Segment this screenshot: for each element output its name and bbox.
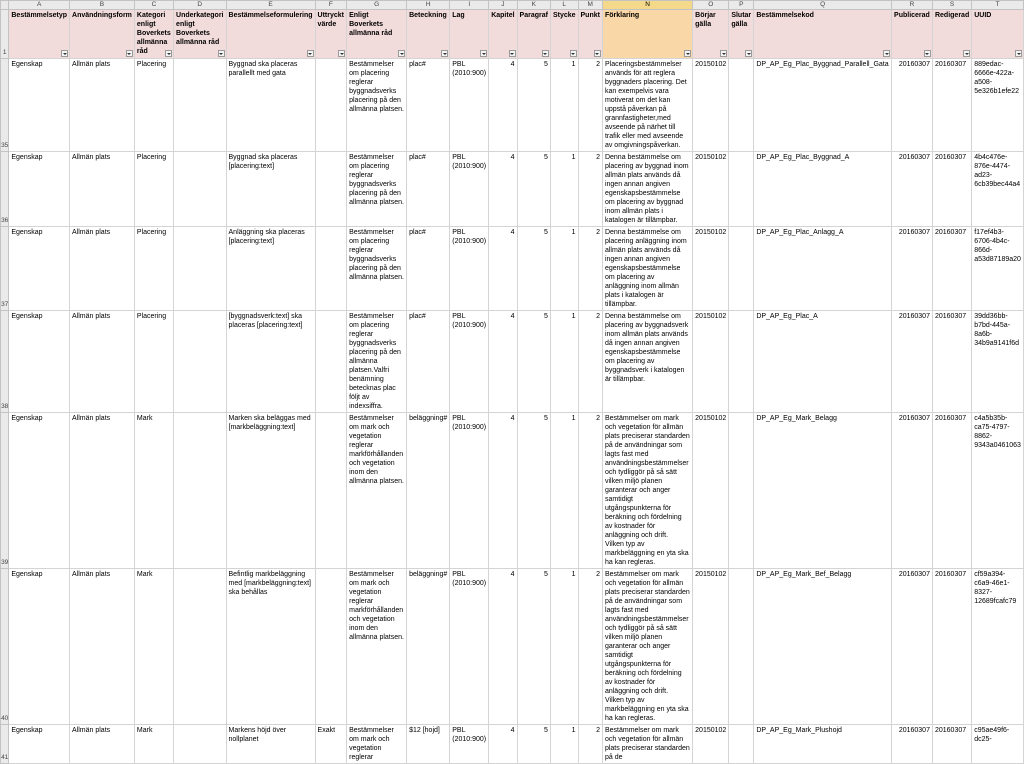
cell-e[interactable]: Byggnad ska placeras parallellt med gata bbox=[226, 59, 315, 152]
cell-i[interactable]: PBL (2010:900) bbox=[450, 311, 489, 413]
cell-r[interactable]: 20160307 bbox=[892, 725, 933, 764]
header-cell-q[interactable] bbox=[754, 10, 892, 59]
select-all-corner[interactable] bbox=[1, 1, 9, 10]
cell-i[interactable]: PBL (2010:900) bbox=[450, 152, 489, 227]
cell-o[interactable]: 20150102 bbox=[693, 311, 729, 413]
cell-p[interactable] bbox=[729, 152, 754, 227]
cell-i[interactable]: PBL (2010:900) bbox=[450, 569, 489, 725]
cell-l[interactable]: 1 bbox=[550, 152, 578, 227]
cell-r[interactable]: 20160307 bbox=[892, 569, 933, 725]
cell-s[interactable]: 20160307 bbox=[932, 152, 971, 227]
cell-k[interactable]: 5 bbox=[517, 569, 550, 725]
header-cell-l[interactable] bbox=[550, 10, 578, 59]
header-cell-j[interactable] bbox=[489, 10, 517, 59]
cell-p[interactable] bbox=[729, 413, 754, 569]
cell-r[interactable]: 20160307 bbox=[892, 227, 933, 311]
header-cell-s[interactable] bbox=[932, 10, 971, 59]
cell-j[interactable]: 4 bbox=[489, 227, 517, 311]
cell-s[interactable]: 20160307 bbox=[932, 227, 971, 311]
cell-m[interactable]: 2 bbox=[578, 152, 602, 227]
chevron-down-icon bbox=[167, 53, 171, 55]
filter-dropdown-icon[interactable] bbox=[509, 50, 516, 57]
cell-a[interactable]: Egenskap bbox=[9, 227, 70, 311]
filter-dropdown-icon[interactable] bbox=[218, 50, 225, 57]
header-cell-e[interactable] bbox=[226, 10, 315, 59]
cell-c[interactable]: Placering bbox=[134, 152, 173, 227]
cell-n[interactable]: Bestämmelser om mark och vegetation för allmän plats preciserar standarden på de bbox=[602, 725, 692, 764]
cell-m[interactable]: 2 bbox=[578, 59, 602, 152]
cell-j[interactable]: 4 bbox=[489, 311, 517, 413]
cell-t[interactable]: f17ef4b3-6706-4b4c-866d-a53d87189a20 bbox=[972, 227, 1024, 311]
cell-g[interactable]: Bestämmelser om placering reglerar byggnadsverks placering på den allmänna platsen.Valfri benämning betecknas plac följt av indexsiffra. bbox=[347, 311, 407, 413]
cell-p[interactable] bbox=[729, 725, 754, 764]
cell-h[interactable]: plac# bbox=[407, 311, 450, 413]
cell-n[interactable]: Placeringsbestämmelser används för att reglera byggnaders placering. Det kan exempelvis vara motiverat om det kan uppstå påverkan på grannfastigheter,med avseende på närhet till trafik eller med avseende av omgivningspåverkan. bbox=[602, 59, 692, 152]
table-row bbox=[1, 725, 1024, 764]
cell-k[interactable]: 5 bbox=[517, 413, 550, 569]
cell-a[interactable]: Egenskap bbox=[9, 725, 70, 764]
cell-s[interactable]: 20160307 bbox=[932, 59, 971, 152]
cell-b[interactable]: Allmän plats bbox=[70, 59, 135, 152]
cell-n[interactable]: Bestämmelser om mark och vegetation för allmän plats preciserar standarden på de användningar som lagts fast med användningsbestämmelser och tydliggör på så sätt vilken miljö planen garanterar och anger samtidigt utgångspunkterna för beräkning och fördelning av kostnader för anläggning och drift. Vilken typ av markbeläggning en yta ska ha kan regleras. bbox=[602, 569, 692, 725]
cell-p[interactable] bbox=[729, 227, 754, 311]
cell-n[interactable]: Denna bestämmelse om placering av byggnad inom allmän plats används då ingen annan angiven egenskapsbestämmelse om placering av byggnad inom allmän plats i katalogen är tillämpbar. bbox=[602, 152, 692, 227]
row-number[interactable]: 39 bbox=[1, 413, 9, 569]
header-label: Underkategori enligt Boverkets allmänna råd bbox=[176, 12, 224, 46]
column-header-i[interactable]: I bbox=[450, 1, 489, 10]
filter-dropdown-icon[interactable] bbox=[684, 50, 691, 57]
cell-f[interactable] bbox=[315, 413, 347, 569]
table-row bbox=[1, 569, 1024, 725]
cell-l[interactable]: 1 bbox=[550, 59, 578, 152]
filter-dropdown-icon[interactable] bbox=[745, 50, 752, 57]
cell-e[interactable]: Marken ska beläggas med [markbeläggning:text] bbox=[226, 413, 315, 569]
cell-b[interactable]: Allmän plats bbox=[70, 725, 135, 764]
cell-g[interactable]: Bestämmelser om placering reglerar byggnadsverks placering på den allmänna platsen. bbox=[347, 227, 407, 311]
header-cell-n[interactable] bbox=[602, 10, 692, 59]
cell-o[interactable]: 20150102 bbox=[693, 59, 729, 152]
cell-t[interactable]: 39dd36bb-b7bd-445a-8a6b-34b9a9141f6d bbox=[972, 311, 1024, 413]
header-label: Kategori enligt Boverkets allmänna råd bbox=[136, 12, 171, 55]
header-label: Bestämmelsekod bbox=[756, 12, 814, 19]
row-number[interactable]: 40 bbox=[1, 569, 9, 725]
cell-i[interactable]: PBL (2010:900) bbox=[450, 725, 489, 764]
filter-dropdown-icon[interactable] bbox=[61, 50, 68, 57]
column-header-q[interactable]: Q bbox=[754, 1, 892, 10]
cell-f[interactable] bbox=[315, 59, 347, 152]
cell-r[interactable]: 20160307 bbox=[892, 311, 933, 413]
cell-f[interactable]: Exakt bbox=[315, 725, 347, 764]
cell-i[interactable]: PBL (2010:900) bbox=[450, 413, 489, 569]
chevron-down-icon bbox=[543, 53, 547, 55]
cell-d[interactable] bbox=[174, 227, 226, 311]
cell-i[interactable]: PBL (2010:900) bbox=[450, 227, 489, 311]
chevron-down-icon bbox=[571, 53, 575, 55]
cell-n[interactable]: Bestämmelser om mark och vegetation för allmän plats preciserar standarden på de användningar som lagts fast med användningsbestämmelser och tydliggör på så sätt vilken miljö planen garanterar och anger samtidigt utgångspunkterna för beräkning och fördelning av kostnader för anläggning och drift. Vilken typ av markbeläggning en yta ska ha kan regleras. bbox=[602, 413, 692, 569]
cell-a[interactable]: Egenskap bbox=[9, 59, 70, 152]
cell-s[interactable]: 20160307 bbox=[932, 569, 971, 725]
header-label: Paragraf bbox=[519, 12, 548, 19]
cell-d[interactable] bbox=[174, 59, 226, 152]
cell-a[interactable]: Egenskap bbox=[9, 413, 70, 569]
cell-g[interactable]: Bestämmelser om mark och vegetation reglerar markförhållanden och vegetation inom den allmänna platsen. bbox=[347, 413, 407, 569]
cell-d[interactable] bbox=[174, 413, 226, 569]
cell-e[interactable]: Befintlig markbeläggning med [markbeläggning:text] ska behållas bbox=[226, 569, 315, 725]
cell-t[interactable]: 889edac-6666e-422a-a508-5e326b1efe22 bbox=[972, 59, 1024, 152]
header-cell-k[interactable] bbox=[517, 10, 550, 59]
filter-dropdown-icon[interactable] bbox=[126, 50, 133, 57]
chevron-down-icon bbox=[1017, 53, 1021, 55]
cell-q[interactable]: DP_AP_Eg_Mark_Plushojd bbox=[754, 725, 892, 764]
cell-g[interactable]: Bestämmelser om mark och vegetation reglerar bbox=[347, 725, 407, 764]
cell-n[interactable]: Denna bestämmelse om placering anläggning inom allmän plats används då ingen annan angiven egenskapsbestämmelse om placering av anläggning inom allmän plats i katalogen är tillämpbar. bbox=[602, 227, 692, 311]
table-row bbox=[1, 413, 1024, 569]
header-label: Beteckning bbox=[409, 12, 447, 19]
row-number[interactable]: 41 bbox=[1, 725, 9, 764]
column-header-j[interactable]: J bbox=[489, 1, 517, 10]
cell-t[interactable]: 4b4c476e-876e-4474-ad23-6cb39bec44a4 bbox=[972, 152, 1024, 227]
chevron-down-icon bbox=[722, 53, 726, 55]
cell-l[interactable]: 1 bbox=[550, 725, 578, 764]
chevron-down-icon bbox=[443, 53, 447, 55]
header-label: Bestämmelseformulering bbox=[228, 12, 313, 19]
cell-j[interactable]: 4 bbox=[489, 413, 517, 569]
row-number[interactable]: 1 bbox=[1, 10, 9, 59]
header-label: Lag bbox=[452, 12, 465, 19]
cell-f[interactable] bbox=[315, 152, 347, 227]
cell-l[interactable]: 1 bbox=[550, 227, 578, 311]
cell-c[interactable]: Mark bbox=[134, 569, 173, 725]
column-header-g[interactable]: G bbox=[347, 1, 407, 10]
header-label: Bestämmelsetyp bbox=[11, 12, 68, 19]
column-header-c[interactable]: C bbox=[134, 1, 173, 10]
header-cell-a[interactable] bbox=[9, 10, 70, 59]
cell-f[interactable] bbox=[315, 569, 347, 725]
cell-b[interactable]: Allmän plats bbox=[70, 227, 135, 311]
cell-o[interactable]: 20150102 bbox=[693, 413, 729, 569]
column-header-a[interactable]: A bbox=[9, 1, 70, 10]
column-header-e[interactable]: E bbox=[226, 1, 315, 10]
cell-j[interactable]: 4 bbox=[489, 569, 517, 725]
header-cell-h[interactable] bbox=[407, 10, 450, 59]
row-number[interactable]: 37 bbox=[1, 227, 9, 311]
cell-l[interactable]: 1 bbox=[550, 569, 578, 725]
cell-l[interactable]: 1 bbox=[550, 311, 578, 413]
cell-p[interactable] bbox=[729, 59, 754, 152]
header-cell-t[interactable] bbox=[972, 10, 1024, 59]
cell-e[interactable]: Anläggning ska placeras [placering:text] bbox=[226, 227, 315, 311]
row-number[interactable]: 36 bbox=[1, 152, 9, 227]
row-number[interactable]: 38 bbox=[1, 311, 9, 413]
chevron-down-icon bbox=[340, 53, 344, 55]
cell-b[interactable]: Allmän plats bbox=[70, 152, 135, 227]
cell-t[interactable]: cf59a394-c6a9-46e1-8327-12689fcafc79 bbox=[972, 569, 1024, 725]
cell-q[interactable]: DP_AP_Eg_Plac_Byggnad_A bbox=[754, 152, 892, 227]
header-label: Börjar gälla bbox=[695, 12, 716, 28]
chevron-down-icon bbox=[482, 53, 486, 55]
cell-q[interactable]: DP_AP_Eg_Plac_Anlagg_A bbox=[754, 227, 892, 311]
chevron-down-icon bbox=[925, 53, 929, 55]
header-label: Redigerad bbox=[934, 12, 970, 19]
header-cell-o[interactable] bbox=[693, 10, 729, 59]
chevron-down-icon bbox=[595, 53, 599, 55]
chevron-down-icon bbox=[686, 53, 690, 55]
cell-g[interactable]: Bestämmelser om mark och vegetation reglerar markförhållanden och vegetation inom den allmänna platsen. bbox=[347, 569, 407, 725]
cell-q[interactable]: DP_AP_Eg_Mark_Bef_Belagg bbox=[754, 569, 892, 725]
chevron-down-icon bbox=[219, 53, 223, 55]
cell-e[interactable]: Markens höjd över nollplanet bbox=[226, 725, 315, 764]
cell-i[interactable]: PBL (2010:900) bbox=[450, 59, 489, 152]
cell-k[interactable]: 5 bbox=[517, 725, 550, 764]
table-row bbox=[1, 227, 1024, 311]
table-row bbox=[1, 311, 1024, 413]
header-cell-r[interactable] bbox=[892, 10, 933, 59]
filter-dropdown-icon[interactable] bbox=[1015, 50, 1022, 57]
filter-dropdown-icon[interactable] bbox=[594, 50, 601, 57]
cell-h[interactable]: beläggning# bbox=[407, 413, 450, 569]
cell-q[interactable]: DP_AP_Eg_Plac_Byggnad_Parallell_Gata bbox=[754, 59, 892, 152]
cell-c[interactable]: Placering bbox=[134, 59, 173, 152]
cell-m[interactable]: 2 bbox=[578, 311, 602, 413]
column-header-n[interactable]: N bbox=[602, 1, 692, 10]
header-label: Förklaring bbox=[604, 12, 640, 19]
chevron-down-icon bbox=[885, 53, 889, 55]
cell-h[interactable]: $12 [hojd] bbox=[407, 725, 450, 764]
cell-a[interactable]: Egenskap bbox=[9, 311, 70, 413]
cell-d[interactable] bbox=[174, 725, 226, 764]
cell-h[interactable]: plac# bbox=[407, 227, 450, 311]
cell-a[interactable]: Egenskap bbox=[9, 569, 70, 725]
cell-j[interactable]: 4 bbox=[489, 725, 517, 764]
column-header-s[interactable]: S bbox=[932, 1, 971, 10]
cell-p[interactable] bbox=[729, 311, 754, 413]
column-header-l[interactable]: L bbox=[550, 1, 578, 10]
cell-k[interactable]: 5 bbox=[517, 227, 550, 311]
cell-q[interactable]: DP_AP_Eg_Mark_Belagg bbox=[754, 413, 892, 569]
cell-e[interactable]: [byggnadsverk:text] ska placeras [placering:text] bbox=[226, 311, 315, 413]
cell-b[interactable]: Allmän plats bbox=[70, 569, 135, 725]
column-header-h[interactable]: H bbox=[407, 1, 450, 10]
cell-s[interactable]: 20160307 bbox=[932, 725, 971, 764]
chevron-down-icon bbox=[747, 53, 751, 55]
cell-c[interactable]: Placering bbox=[134, 311, 173, 413]
header-cell-m[interactable] bbox=[578, 10, 602, 59]
filter-dropdown-icon[interactable] bbox=[883, 50, 890, 57]
filter-dropdown-icon[interactable] bbox=[338, 50, 345, 57]
cell-o[interactable]: 20150102 bbox=[693, 569, 729, 725]
cell-k[interactable]: 5 bbox=[517, 152, 550, 227]
column-header-p[interactable]: P bbox=[729, 1, 754, 10]
header-label: Kapitel bbox=[491, 12, 515, 19]
chevron-down-icon bbox=[63, 53, 67, 55]
cell-r[interactable]: 20160307 bbox=[892, 59, 933, 152]
cell-e[interactable]: Byggnad ska placeras [placering:text] bbox=[226, 152, 315, 227]
cell-j[interactable]: 4 bbox=[489, 59, 517, 152]
cell-c[interactable]: Mark bbox=[134, 725, 173, 764]
cell-m[interactable]: 2 bbox=[578, 725, 602, 764]
cell-g[interactable]: Bestämmelser om placering reglerar byggnadsverks placering på den allmänna platsen. bbox=[347, 152, 407, 227]
cell-f[interactable] bbox=[315, 311, 347, 413]
cell-t[interactable]: c95ae49f6-dc25- bbox=[972, 725, 1024, 764]
cell-m[interactable]: 2 bbox=[578, 569, 602, 725]
cell-a[interactable]: Egenskap bbox=[9, 152, 70, 227]
header-cell-c[interactable] bbox=[134, 10, 173, 59]
column-header-o[interactable]: O bbox=[693, 1, 729, 10]
cell-l[interactable]: 1 bbox=[550, 413, 578, 569]
cell-b[interactable]: Allmän plats bbox=[70, 311, 135, 413]
cell-n[interactable]: Denna bestämmelse om placering av byggnadsverk inom allmän plats används då ingen annan angiven egenskapsbestämmelse om placering av byggnadsverk i katalogen är tillämpbar. bbox=[602, 311, 692, 413]
filter-dropdown-icon[interactable] bbox=[963, 50, 970, 57]
chevron-down-icon bbox=[308, 53, 312, 55]
cell-c[interactable]: Mark bbox=[134, 413, 173, 569]
cell-s[interactable]: 20160307 bbox=[932, 311, 971, 413]
column-header-r[interactable]: R bbox=[892, 1, 933, 10]
chevron-down-icon bbox=[510, 53, 514, 55]
header-label: Slutar gälla bbox=[731, 12, 752, 28]
cell-d[interactable] bbox=[174, 311, 226, 413]
filter-dropdown-icon[interactable] bbox=[165, 50, 172, 57]
header-cell-b[interactable] bbox=[70, 10, 135, 59]
cell-h[interactable]: plac# bbox=[407, 152, 450, 227]
column-header-f[interactable]: F bbox=[315, 1, 347, 10]
cell-j[interactable]: 4 bbox=[489, 152, 517, 227]
cell-h[interactable]: beläggning# bbox=[407, 569, 450, 725]
cell-o[interactable]: 20150102 bbox=[693, 227, 729, 311]
header-cell-f[interactable] bbox=[315, 10, 347, 59]
row-number[interactable]: 35 bbox=[1, 59, 9, 152]
filter-dropdown-icon[interactable] bbox=[542, 50, 549, 57]
filter-dropdown-icon[interactable] bbox=[307, 50, 314, 57]
cell-p[interactable] bbox=[729, 569, 754, 725]
filter-dropdown-icon[interactable] bbox=[441, 50, 448, 57]
header-label: Enligt Boverkets allmänna råd bbox=[349, 12, 393, 37]
column-header-b[interactable]: B bbox=[70, 1, 135, 10]
chevron-down-icon bbox=[965, 53, 969, 55]
table-row bbox=[1, 59, 1024, 152]
filter-dropdown-icon[interactable] bbox=[924, 50, 931, 57]
header-label: Användningsform bbox=[72, 12, 132, 19]
chevron-down-icon bbox=[400, 53, 404, 55]
header-cell-i[interactable] bbox=[450, 10, 489, 59]
filter-dropdown-icon[interactable] bbox=[570, 50, 577, 57]
cell-s[interactable]: 20160307 bbox=[932, 413, 971, 569]
filter-dropdown-icon[interactable] bbox=[480, 50, 487, 57]
cell-h[interactable]: plac# bbox=[407, 59, 450, 152]
filter-dropdown-icon[interactable] bbox=[720, 50, 727, 57]
column-header-k[interactable]: K bbox=[517, 1, 550, 10]
cell-d[interactable] bbox=[174, 152, 226, 227]
cell-c[interactable]: Placering bbox=[134, 227, 173, 311]
header-label: Uttryckt värde bbox=[317, 12, 344, 28]
cell-o[interactable]: 20150102 bbox=[693, 152, 729, 227]
header-cell-g[interactable] bbox=[347, 10, 407, 59]
cell-k[interactable]: 5 bbox=[517, 311, 550, 413]
table-row bbox=[1, 152, 1024, 227]
filter-dropdown-icon[interactable] bbox=[398, 50, 405, 57]
cell-r[interactable]: 20160307 bbox=[892, 152, 933, 227]
column-header-d[interactable]: D bbox=[174, 1, 226, 10]
cell-t[interactable]: c4a5b35b-ca75-4797-8862-9343a0461063 bbox=[972, 413, 1024, 569]
cell-b[interactable]: Allmän plats bbox=[70, 413, 135, 569]
chevron-down-icon bbox=[127, 53, 131, 55]
cell-o[interactable]: 20150102 bbox=[693, 725, 729, 764]
header-label: Publicerad bbox=[894, 12, 930, 19]
cell-g[interactable]: Bestämmelser om placering reglerar byggnadsverks placering på den allmänna platsen. bbox=[347, 59, 407, 152]
cell-f[interactable] bbox=[315, 227, 347, 311]
cell-d[interactable] bbox=[174, 569, 226, 725]
header-label: Stycke bbox=[552, 12, 576, 19]
column-header-t[interactable]: T bbox=[972, 1, 1024, 10]
header-cell-d[interactable] bbox=[174, 10, 226, 59]
cell-m[interactable]: 2 bbox=[578, 413, 602, 569]
header-cell-p[interactable] bbox=[729, 10, 754, 59]
header-label: Punkt bbox=[580, 12, 600, 19]
cell-k[interactable]: 5 bbox=[517, 59, 550, 152]
column-header-m[interactable]: M bbox=[578, 1, 602, 10]
header-label: UUID bbox=[974, 12, 992, 19]
cell-m[interactable]: 2 bbox=[578, 227, 602, 311]
cell-r[interactable]: 20160307 bbox=[892, 413, 933, 569]
cell-q[interactable]: DP_AP_Eg_Plac_A bbox=[754, 311, 892, 413]
